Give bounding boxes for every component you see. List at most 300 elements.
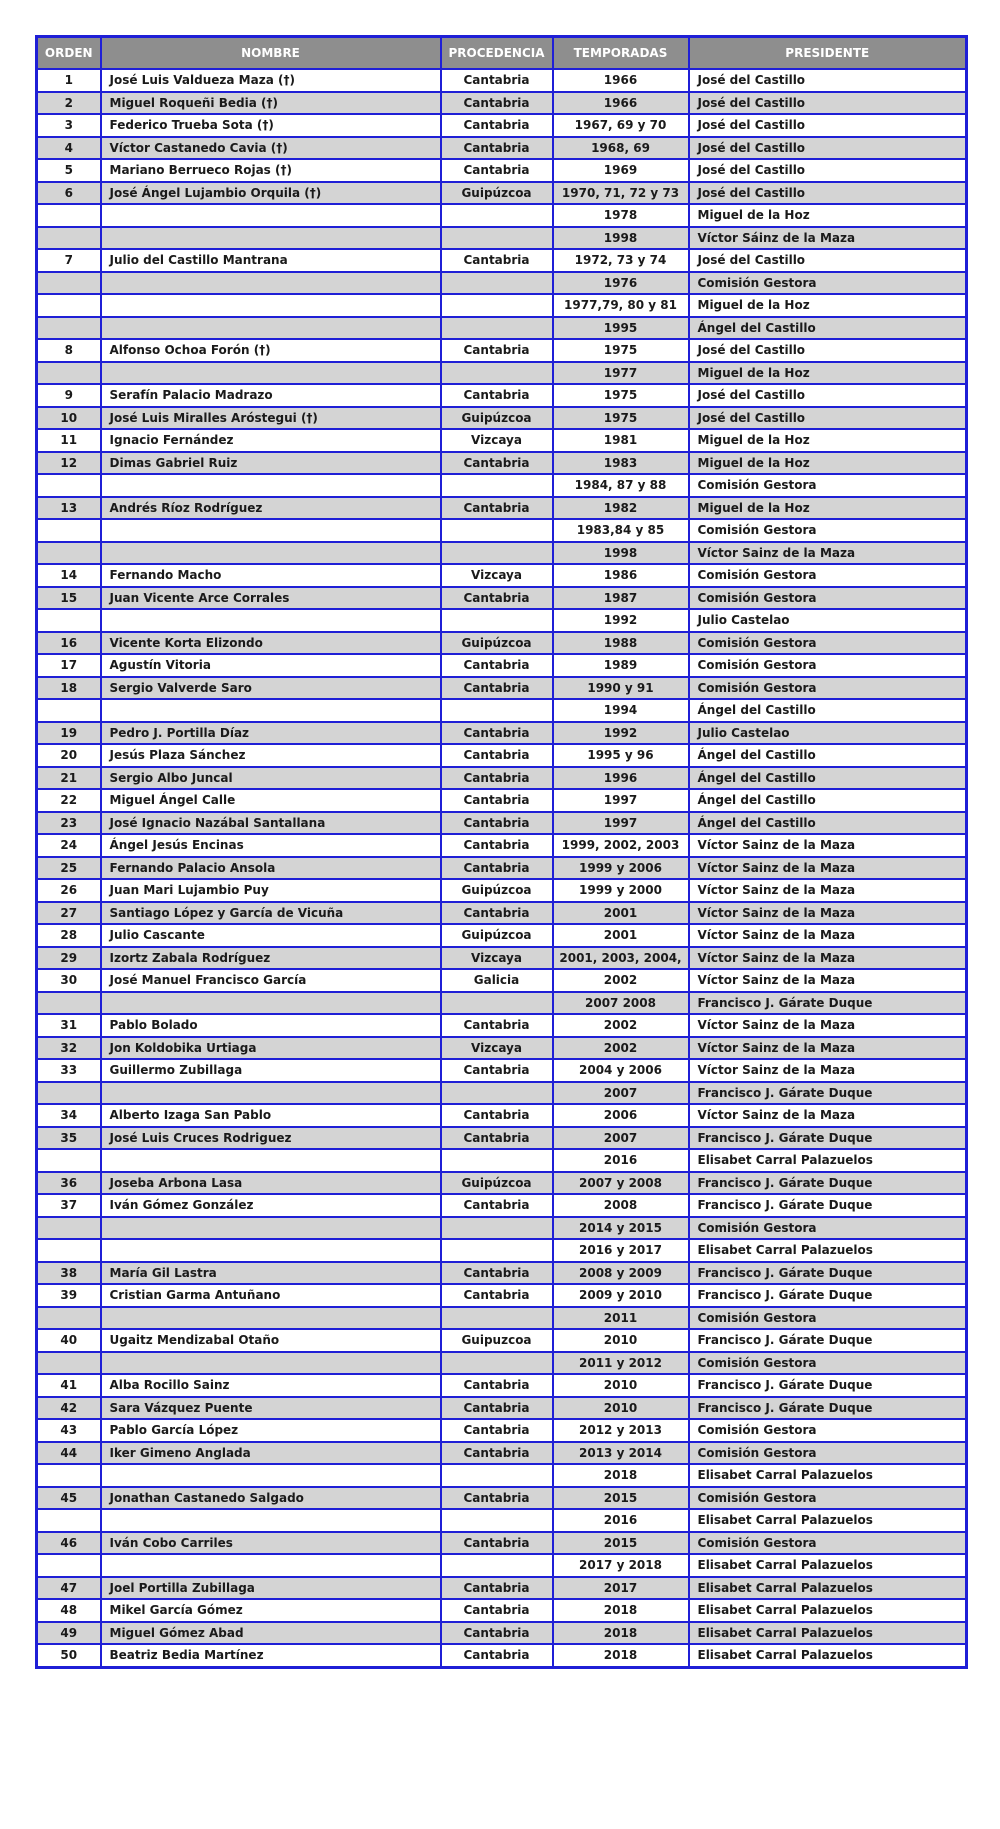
cell-orden bbox=[37, 1217, 101, 1240]
cell-procedencia bbox=[441, 609, 553, 632]
table-row bbox=[37, 294, 967, 317]
cell-nombre: Jon Koldobika Urtiaga bbox=[101, 1037, 441, 1060]
cell-procedencia: Cantabria bbox=[441, 812, 553, 835]
header-procedencia: PROCEDENCIA bbox=[441, 37, 553, 70]
cell-procedencia bbox=[441, 272, 553, 295]
table-row bbox=[37, 1577, 967, 1600]
cell-nombre: Vicente Korta Elizondo bbox=[101, 632, 441, 655]
cell-temporadas: 2016 bbox=[553, 1509, 689, 1532]
table-row bbox=[37, 699, 967, 722]
cell-temporadas: 2018 bbox=[553, 1622, 689, 1645]
table-row bbox=[37, 114, 967, 137]
cell-orden: 3 bbox=[37, 114, 101, 137]
cell-orden: 48 bbox=[37, 1599, 101, 1622]
cell-nombre: María Gil Lastra bbox=[101, 1262, 441, 1285]
table-row bbox=[37, 834, 967, 857]
cell-presidente: José del Castillo bbox=[689, 407, 967, 430]
table-row bbox=[37, 1172, 967, 1195]
cell-orden: 30 bbox=[37, 969, 101, 992]
cell-procedencia bbox=[441, 1554, 553, 1577]
cell-nombre: Iker Gimeno Anglada bbox=[101, 1442, 441, 1465]
cell-temporadas: 2002 bbox=[553, 1037, 689, 1060]
cell-procedencia: Cantabria bbox=[441, 1284, 553, 1307]
cell-procedencia: Cantabria bbox=[441, 654, 553, 677]
cell-presidente: Comisión Gestora bbox=[689, 1217, 967, 1240]
table-row bbox=[37, 1217, 967, 1240]
cell-temporadas: 2015 bbox=[553, 1532, 689, 1555]
cell-procedencia: Cantabria bbox=[441, 92, 553, 115]
cell-temporadas: 1996 bbox=[553, 767, 689, 790]
cell-orden: 1 bbox=[37, 69, 101, 92]
cell-procedencia: Cantabria bbox=[441, 1644, 553, 1667]
cell-nombre: Pablo Bolado bbox=[101, 1014, 441, 1037]
cell-procedencia bbox=[441, 542, 553, 565]
table-row bbox=[37, 1509, 967, 1532]
cell-nombre bbox=[101, 1464, 441, 1487]
table-row bbox=[37, 947, 967, 970]
cell-nombre: Santiago López y García de Vicuña bbox=[101, 902, 441, 925]
cell-nombre: José Manuel Francisco García bbox=[101, 969, 441, 992]
cell-presidente: Francisco J. Gárate Duque bbox=[689, 1262, 967, 1285]
cell-presidente: Elisabet Carral Palazuelos bbox=[689, 1509, 967, 1532]
cell-procedencia: Cantabria bbox=[441, 1532, 553, 1555]
cell-procedencia: Cantabria bbox=[441, 159, 553, 182]
cell-procedencia bbox=[441, 519, 553, 542]
table-row bbox=[37, 519, 967, 542]
table-row bbox=[37, 362, 967, 385]
table-row bbox=[37, 339, 967, 362]
cell-procedencia: Cantabria bbox=[441, 677, 553, 700]
cell-procedencia: Vizcaya bbox=[441, 1037, 553, 1060]
cell-presidente: Ángel del Castillo bbox=[689, 317, 967, 340]
table-row bbox=[37, 1059, 967, 1082]
table-row bbox=[37, 722, 967, 745]
cell-nombre bbox=[101, 1352, 441, 1375]
cell-temporadas: 2004 y 2006 bbox=[553, 1059, 689, 1082]
cell-orden: 18 bbox=[37, 677, 101, 700]
cell-presidente: Víctor Sainz de la Maza bbox=[689, 857, 967, 880]
cell-orden: 50 bbox=[37, 1644, 101, 1667]
cell-nombre: Miguel Gómez Abad bbox=[101, 1622, 441, 1645]
table-row bbox=[37, 564, 967, 587]
cell-temporadas: 1969 bbox=[553, 159, 689, 182]
cell-presidente: Víctor Sáinz de la Maza bbox=[689, 227, 967, 250]
cell-orden bbox=[37, 204, 101, 227]
cell-procedencia: Cantabria bbox=[441, 857, 553, 880]
cell-presidente: Elisabet Carral Palazuelos bbox=[689, 1599, 967, 1622]
cell-orden: 42 bbox=[37, 1397, 101, 1420]
cell-nombre: Fernando Palacio Ansola bbox=[101, 857, 441, 880]
table-row bbox=[37, 317, 967, 340]
cell-temporadas: 1970, 71, 72 y 73 bbox=[553, 182, 689, 205]
cell-nombre: Joseba Arbona Lasa bbox=[101, 1172, 441, 1195]
cell-nombre: Juan Vicente Arce Corrales bbox=[101, 587, 441, 610]
cell-presidente: Comisión Gestora bbox=[689, 677, 967, 700]
cell-procedencia: Cantabria bbox=[441, 1104, 553, 1127]
cell-temporadas: 1997 bbox=[553, 789, 689, 812]
cell-orden: 47 bbox=[37, 1577, 101, 1600]
cell-temporadas: 1992 bbox=[553, 722, 689, 745]
table-row bbox=[37, 1419, 967, 1442]
table-row bbox=[37, 542, 967, 565]
cell-presidente: Julio Castelao bbox=[689, 609, 967, 632]
cell-orden: 26 bbox=[37, 879, 101, 902]
cell-orden: 45 bbox=[37, 1487, 101, 1510]
cell-presidente: Ángel del Castillo bbox=[689, 789, 967, 812]
cell-procedencia: Vizcaya bbox=[441, 564, 553, 587]
cell-temporadas: 2017 y 2018 bbox=[553, 1554, 689, 1577]
cell-presidente: Elisabet Carral Palazuelos bbox=[689, 1644, 967, 1667]
cell-nombre: Sergio Albo Juncal bbox=[101, 767, 441, 790]
cell-temporadas: 1975 bbox=[553, 384, 689, 407]
cell-presidente: José del Castillo bbox=[689, 339, 967, 362]
cell-nombre bbox=[101, 1307, 441, 1330]
cell-orden bbox=[37, 519, 101, 542]
cell-temporadas: 2011 y 2012 bbox=[553, 1352, 689, 1375]
cell-nombre: Federico Trueba Sota (†) bbox=[101, 114, 441, 137]
cell-procedencia: Cantabria bbox=[441, 137, 553, 160]
table-row bbox=[37, 182, 967, 205]
cell-presidente: Francisco J. Gárate Duque bbox=[689, 1194, 967, 1217]
cell-presidente: Víctor Sainz de la Maza bbox=[689, 834, 967, 857]
cell-temporadas: 1999, 2002, 2003 bbox=[553, 834, 689, 857]
cell-nombre bbox=[101, 362, 441, 385]
cell-nombre: Agustín Vitoria bbox=[101, 654, 441, 677]
cell-presidente: Víctor Sainz de la Maza bbox=[689, 902, 967, 925]
cell-nombre: Guillermo Zubillaga bbox=[101, 1059, 441, 1082]
cell-temporadas: 1999 y 2000 bbox=[553, 879, 689, 902]
cell-nombre: Juan Mari Lujambio Puy bbox=[101, 879, 441, 902]
cell-procedencia: Cantabria bbox=[441, 789, 553, 812]
cell-temporadas: 2001 bbox=[553, 924, 689, 947]
cell-temporadas: 2011 bbox=[553, 1307, 689, 1330]
cell-orden: 25 bbox=[37, 857, 101, 880]
table-row bbox=[37, 1644, 967, 1667]
cell-nombre bbox=[101, 474, 441, 497]
cell-procedencia: Guipúzcoa bbox=[441, 407, 553, 430]
cell-temporadas: 2018 bbox=[553, 1644, 689, 1667]
cell-orden bbox=[37, 317, 101, 340]
cell-procedencia: Vizcaya bbox=[441, 947, 553, 970]
table-row bbox=[37, 1532, 967, 1555]
page bbox=[35, 35, 965, 1669]
cell-presidente: Comisión Gestora bbox=[689, 632, 967, 655]
cell-nombre: Iván Gómez González bbox=[101, 1194, 441, 1217]
cell-presidente: Víctor Sainz de la Maza bbox=[689, 1014, 967, 1037]
cell-orden: 43 bbox=[37, 1419, 101, 1442]
cell-nombre: José Ignacio Nazábal Santallana bbox=[101, 812, 441, 835]
cell-orden: 49 bbox=[37, 1622, 101, 1645]
cell-presidente: José del Castillo bbox=[689, 384, 967, 407]
cell-nombre: Iván Cobo Carriles bbox=[101, 1532, 441, 1555]
cell-orden bbox=[37, 1352, 101, 1375]
cell-presidente: José del Castillo bbox=[689, 69, 967, 92]
table-row bbox=[37, 1487, 967, 1510]
table-row bbox=[37, 677, 967, 700]
table-row bbox=[37, 272, 967, 295]
cell-temporadas: 1975 bbox=[553, 339, 689, 362]
table-row bbox=[37, 924, 967, 947]
cell-nombre: Dimas Gabriel Ruiz bbox=[101, 452, 441, 475]
cell-orden: 7 bbox=[37, 249, 101, 272]
cell-nombre: Jesús Plaza Sánchez bbox=[101, 744, 441, 767]
cell-presidente: Miguel de la Hoz bbox=[689, 204, 967, 227]
header-temporadas: TEMPORADAS bbox=[553, 37, 689, 70]
cell-orden: 23 bbox=[37, 812, 101, 835]
cell-nombre: José Luis Valdueza Maza (†) bbox=[101, 69, 441, 92]
cell-nombre: Miguel Ángel Calle bbox=[101, 789, 441, 812]
cell-temporadas: 1997 bbox=[553, 812, 689, 835]
cell-temporadas: 1983 bbox=[553, 452, 689, 475]
cell-temporadas: 2001, 2003, 2004, bbox=[553, 947, 689, 970]
cell-presidente: José del Castillo bbox=[689, 137, 967, 160]
table-row bbox=[37, 609, 967, 632]
referees-table bbox=[35, 35, 968, 1669]
table-row bbox=[37, 137, 967, 160]
cell-presidente: José del Castillo bbox=[689, 249, 967, 272]
cell-nombre bbox=[101, 1239, 441, 1262]
cell-presidente: Francisco J. Gárate Duque bbox=[689, 1172, 967, 1195]
cell-procedencia bbox=[441, 1307, 553, 1330]
cell-procedencia bbox=[441, 699, 553, 722]
cell-temporadas: 2008 y 2009 bbox=[553, 1262, 689, 1285]
cell-nombre: Julio del Castillo Mantrana bbox=[101, 249, 441, 272]
cell-procedencia bbox=[441, 317, 553, 340]
cell-orden: 24 bbox=[37, 834, 101, 857]
cell-nombre: Mariano Berrueco Rojas (†) bbox=[101, 159, 441, 182]
cell-presidente: Miguel de la Hoz bbox=[689, 429, 967, 452]
cell-presidente: Francisco J. Gárate Duque bbox=[689, 992, 967, 1015]
cell-procedencia: Cantabria bbox=[441, 744, 553, 767]
cell-presidente: Francisco J. Gárate Duque bbox=[689, 1082, 967, 1105]
cell-temporadas: 1975 bbox=[553, 407, 689, 430]
table-row bbox=[37, 159, 967, 182]
cell-presidente: Comisión Gestora bbox=[689, 1419, 967, 1442]
table-row bbox=[37, 1374, 967, 1397]
table-row bbox=[37, 632, 967, 655]
table-row bbox=[37, 969, 967, 992]
table-row bbox=[37, 1307, 967, 1330]
cell-temporadas: 1967, 69 y 70 bbox=[553, 114, 689, 137]
cell-temporadas: 2007 y 2008 bbox=[553, 1172, 689, 1195]
cell-temporadas: 1977 bbox=[553, 362, 689, 385]
table-row bbox=[37, 587, 967, 610]
cell-presidente: Víctor Sainz de la Maza bbox=[689, 1104, 967, 1127]
cell-nombre bbox=[101, 1554, 441, 1577]
table-row bbox=[37, 1464, 967, 1487]
cell-presidente: Comisión Gestora bbox=[689, 1532, 967, 1555]
cell-procedencia: Cantabria bbox=[441, 1127, 553, 1150]
cell-procedencia: Cantabria bbox=[441, 452, 553, 475]
cell-presidente: Comisión Gestora bbox=[689, 587, 967, 610]
cell-procedencia: Cantabria bbox=[441, 249, 553, 272]
cell-temporadas: 2009 y 2010 bbox=[553, 1284, 689, 1307]
cell-nombre: Fernando Macho bbox=[101, 564, 441, 587]
cell-orden bbox=[37, 1554, 101, 1577]
cell-orden bbox=[37, 1082, 101, 1105]
cell-temporadas: 1990 y 91 bbox=[553, 677, 689, 700]
cell-presidente: Ángel del Castillo bbox=[689, 812, 967, 835]
cell-presidente: Miguel de la Hoz bbox=[689, 452, 967, 475]
cell-temporadas: 1978 bbox=[553, 204, 689, 227]
table-row bbox=[37, 1352, 967, 1375]
cell-procedencia: Vizcaya bbox=[441, 429, 553, 452]
cell-nombre bbox=[101, 317, 441, 340]
table-row bbox=[37, 227, 967, 250]
cell-orden bbox=[37, 699, 101, 722]
cell-procedencia: Galicia bbox=[441, 969, 553, 992]
cell-presidente: Comisión Gestora bbox=[689, 272, 967, 295]
cell-presidente: Comisión Gestora bbox=[689, 1307, 967, 1330]
cell-orden: 27 bbox=[37, 902, 101, 925]
cell-procedencia: Guipúzcoa bbox=[441, 879, 553, 902]
cell-presidente: Elisabet Carral Palazuelos bbox=[689, 1554, 967, 1577]
cell-nombre: Ignacio Fernández bbox=[101, 429, 441, 452]
cell-temporadas: 2007 2008 bbox=[553, 992, 689, 1015]
cell-presidente: Elisabet Carral Palazuelos bbox=[689, 1464, 967, 1487]
cell-orden: 28 bbox=[37, 924, 101, 947]
cell-presidente: Francisco J. Gárate Duque bbox=[689, 1397, 967, 1420]
cell-procedencia: Cantabria bbox=[441, 1419, 553, 1442]
table-row bbox=[37, 1397, 967, 1420]
cell-presidente: Víctor Sainz de la Maza bbox=[689, 879, 967, 902]
cell-nombre: Sara Vázquez Puente bbox=[101, 1397, 441, 1420]
cell-presidente: Ángel del Castillo bbox=[689, 699, 967, 722]
cell-temporadas: 2014 y 2015 bbox=[553, 1217, 689, 1240]
cell-temporadas: 2013 y 2014 bbox=[553, 1442, 689, 1465]
cell-presidente: José del Castillo bbox=[689, 114, 967, 137]
cell-orden bbox=[37, 609, 101, 632]
cell-orden: 13 bbox=[37, 497, 101, 520]
table-row bbox=[37, 452, 967, 475]
cell-presidente: Víctor Sainz de la Maza bbox=[689, 1059, 967, 1082]
cell-procedencia bbox=[441, 992, 553, 1015]
cell-temporadas: 1998 bbox=[553, 542, 689, 565]
cell-nombre: Pablo García López bbox=[101, 1419, 441, 1442]
cell-orden: 33 bbox=[37, 1059, 101, 1082]
cell-procedencia: Cantabria bbox=[441, 69, 553, 92]
cell-nombre: José Luis Cruces Rodriguez bbox=[101, 1127, 441, 1150]
cell-orden: 2 bbox=[37, 92, 101, 115]
table-row bbox=[37, 812, 967, 835]
cell-orden: 32 bbox=[37, 1037, 101, 1060]
cell-nombre: Alba Rocillo Sainz bbox=[101, 1374, 441, 1397]
cell-presidente: Elisabet Carral Palazuelos bbox=[689, 1239, 967, 1262]
table-body bbox=[37, 69, 967, 1667]
cell-temporadas: 2018 bbox=[553, 1464, 689, 1487]
cell-procedencia: Cantabria bbox=[441, 1577, 553, 1600]
cell-temporadas: 1999 y 2006 bbox=[553, 857, 689, 880]
cell-procedencia: Cantabria bbox=[441, 114, 553, 137]
cell-orden: 9 bbox=[37, 384, 101, 407]
cell-nombre: José Ángel Lujambio Orquila (†) bbox=[101, 182, 441, 205]
cell-orden: 20 bbox=[37, 744, 101, 767]
cell-temporadas: 1976 bbox=[553, 272, 689, 295]
table-row bbox=[37, 249, 967, 272]
cell-nombre: Alberto Izaga San Pablo bbox=[101, 1104, 441, 1127]
cell-presidente: Elisabet Carral Palazuelos bbox=[689, 1577, 967, 1600]
cell-temporadas: 2016 bbox=[553, 1149, 689, 1172]
cell-procedencia: Cantabria bbox=[441, 339, 553, 362]
cell-presidente: Elisabet Carral Palazuelos bbox=[689, 1149, 967, 1172]
cell-orden: 31 bbox=[37, 1014, 101, 1037]
cell-presidente: José del Castillo bbox=[689, 159, 967, 182]
cell-nombre: Sergio Valverde Saro bbox=[101, 677, 441, 700]
cell-temporadas: 1968, 69 bbox=[553, 137, 689, 160]
cell-nombre bbox=[101, 227, 441, 250]
cell-nombre: Mikel García Gómez bbox=[101, 1599, 441, 1622]
cell-presidente: José del Castillo bbox=[689, 182, 967, 205]
cell-orden: 21 bbox=[37, 767, 101, 790]
table-row bbox=[37, 879, 967, 902]
table-row bbox=[37, 1104, 967, 1127]
table-header-row bbox=[37, 37, 967, 70]
table-row bbox=[37, 1194, 967, 1217]
cell-temporadas: 2017 bbox=[553, 1577, 689, 1600]
cell-temporadas: 2008 bbox=[553, 1194, 689, 1217]
cell-nombre bbox=[101, 294, 441, 317]
cell-orden bbox=[37, 1464, 101, 1487]
cell-orden: 40 bbox=[37, 1329, 101, 1352]
cell-procedencia: Guipuzcoa bbox=[441, 1329, 553, 1352]
cell-presidente: Ángel del Castillo bbox=[689, 744, 967, 767]
cell-nombre bbox=[101, 1149, 441, 1172]
cell-orden: 38 bbox=[37, 1262, 101, 1285]
cell-temporadas: 1966 bbox=[553, 69, 689, 92]
cell-presidente: Víctor Sainz de la Maza bbox=[689, 924, 967, 947]
header-orden: ORDEN bbox=[37, 37, 101, 70]
cell-orden: 19 bbox=[37, 722, 101, 745]
cell-nombre: Víctor Castanedo Cavia (†) bbox=[101, 137, 441, 160]
cell-presidente: Francisco J. Gárate Duque bbox=[689, 1127, 967, 1150]
cell-procedencia: Cantabria bbox=[441, 1374, 553, 1397]
cell-orden: 35 bbox=[37, 1127, 101, 1150]
cell-procedencia: Cantabria bbox=[441, 587, 553, 610]
cell-orden: 44 bbox=[37, 1442, 101, 1465]
header-presidente: PRESIDENTE bbox=[689, 37, 967, 70]
cell-nombre: Ángel Jesús Encinas bbox=[101, 834, 441, 857]
cell-temporadas: 2010 bbox=[553, 1374, 689, 1397]
cell-procedencia bbox=[441, 474, 553, 497]
cell-procedencia: Cantabria bbox=[441, 1194, 553, 1217]
table-row bbox=[37, 92, 967, 115]
cell-procedencia: Cantabria bbox=[441, 1014, 553, 1037]
table-row bbox=[37, 744, 967, 767]
cell-temporadas: 1984, 87 y 88 bbox=[553, 474, 689, 497]
table-row bbox=[37, 1554, 967, 1577]
cell-orden: 17 bbox=[37, 654, 101, 677]
cell-temporadas: 2010 bbox=[553, 1397, 689, 1420]
cell-procedencia: Cantabria bbox=[441, 384, 553, 407]
table-row bbox=[37, 1599, 967, 1622]
cell-nombre: Jonathan Castanedo Salgado bbox=[101, 1487, 441, 1510]
cell-temporadas: 1992 bbox=[553, 609, 689, 632]
cell-procedencia: Cantabria bbox=[441, 767, 553, 790]
table-row bbox=[37, 407, 967, 430]
cell-nombre: Joel Portilla Zubillaga bbox=[101, 1577, 441, 1600]
cell-orden: 15 bbox=[37, 587, 101, 610]
cell-nombre bbox=[101, 272, 441, 295]
cell-temporadas: 2002 bbox=[553, 1014, 689, 1037]
cell-temporadas: 1977,79, 80 y 81 bbox=[553, 294, 689, 317]
cell-temporadas: 1972, 73 y 74 bbox=[553, 249, 689, 272]
cell-temporadas: 2015 bbox=[553, 1487, 689, 1510]
cell-nombre: Pedro J. Portilla Díaz bbox=[101, 722, 441, 745]
cell-presidente: Comisión Gestora bbox=[689, 564, 967, 587]
cell-temporadas: 2016 y 2017 bbox=[553, 1239, 689, 1262]
cell-orden bbox=[37, 362, 101, 385]
table-row bbox=[37, 497, 967, 520]
